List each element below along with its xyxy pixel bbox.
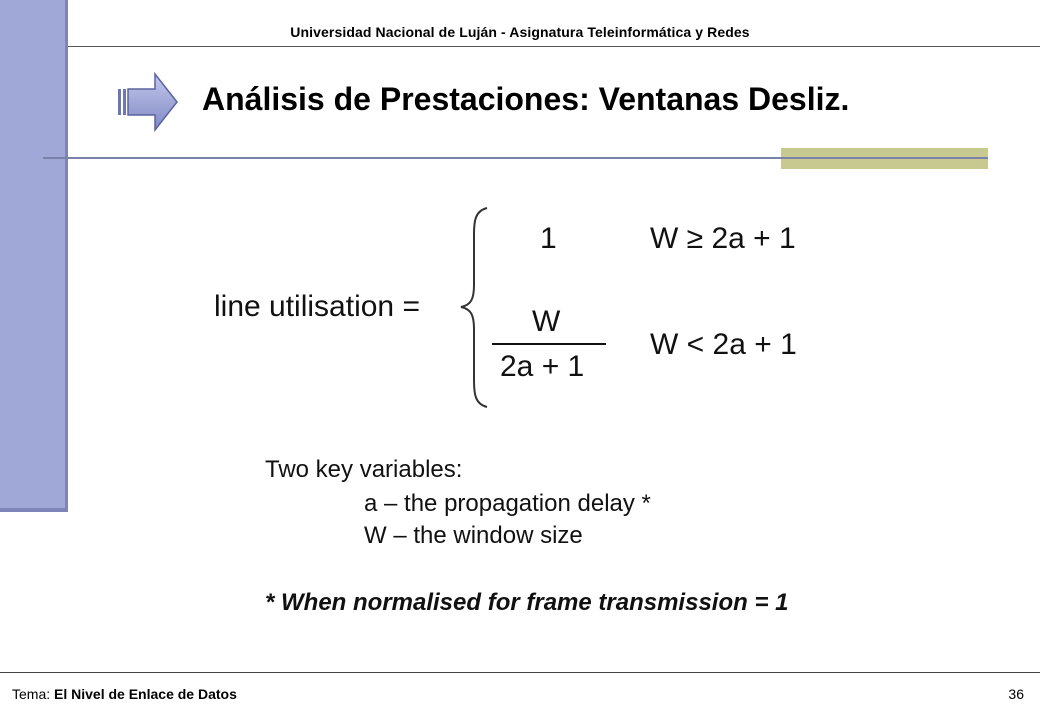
normalisation-note: * When normalised for frame transmission = 1 (265, 589, 789, 616)
left-decorative-bar (0, 0, 68, 512)
left-brace-icon (455, 205, 495, 410)
variable-item: W – the window size (364, 522, 583, 549)
case2-condition: W < 2a + 1 (650, 328, 797, 361)
slide-title: Análisis de Prestaciones: Ventanas Desliz. (202, 81, 850, 117)
fraction-numerator: W (532, 305, 561, 338)
variable-item: a – the propagation delay * (364, 490, 651, 517)
title-accent-divider (781, 157, 988, 159)
variables-heading: Two key variables: (265, 456, 463, 483)
footer-topic-name: El Nivel de Enlace de Datos (54, 686, 237, 702)
page-number: 36 (1008, 686, 1024, 702)
footer-topic-label: Tema: (12, 686, 51, 702)
formula-lhs: line utilisation = (214, 290, 420, 323)
case1-condition: W ≥ 2a + 1 (650, 222, 796, 255)
slide-header: Universidad Nacional de Luján - Asignatura Teleinformática y Redes (290, 24, 750, 40)
footer-divider (0, 672, 1040, 673)
fraction-denominator: 2a + 1 (500, 350, 585, 383)
case1-value: 1 (540, 222, 557, 255)
right-arrow-icon (117, 72, 179, 132)
header-divider (68, 46, 1040, 47)
fraction-bar (492, 343, 606, 345)
footer-topic (12, 686, 237, 702)
